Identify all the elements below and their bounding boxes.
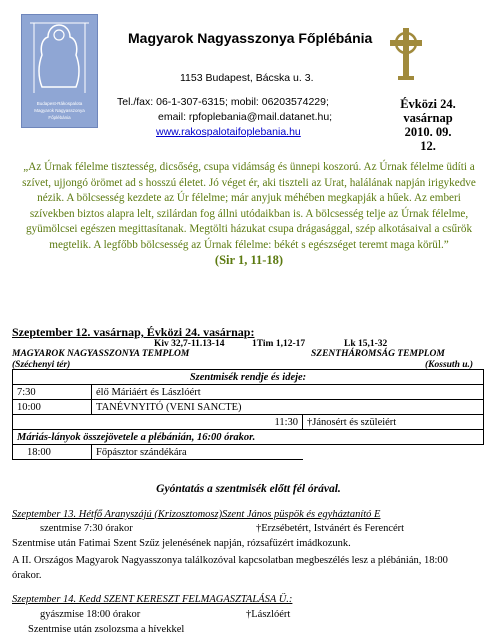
confession-note: Gyóntatás a szentmisék előtt fél órával. bbox=[156, 483, 341, 495]
date-block bbox=[396, 97, 460, 153]
parish-title: Magyarok Nagyasszonya Főplébánia bbox=[128, 30, 373, 46]
tuesday-intention: †Lászlóért bbox=[246, 609, 291, 620]
logo-text-3: Főplébánia bbox=[48, 115, 71, 120]
logo-text-1: Budapest-Rákospalota bbox=[36, 101, 83, 106]
church-right-place: (Kossuth u.) bbox=[425, 360, 474, 370]
meeting-note: Máriás-lányok összejövetele a plébánián, 16:00 órakor. bbox=[13, 430, 484, 445]
day-heading-tuesday: Szeptember 14. Kedd SZENT KERESZT FELMAGASZTALÁSA Ü.: bbox=[12, 594, 293, 605]
table-row: 10:00 TANÉVNYITÓ (VENI SANCTE) bbox=[13, 400, 484, 415]
reading-1: Kiv 32,7-11.13-14 bbox=[154, 339, 225, 349]
parish-website-link[interactable]: www.rakospalotaifoplebania.hu bbox=[156, 126, 301, 138]
mass-schedule-table bbox=[12, 369, 484, 460]
celtic-cross-icon bbox=[386, 26, 426, 82]
quote-reference: (Sir 1, 11-18) bbox=[214, 253, 284, 267]
table-row: 7:30 élő Máriáért és Lászlóért bbox=[13, 385, 484, 400]
monday-intention: †Erzsébetért, Istvánért és Ferencért bbox=[256, 523, 405, 534]
liturgical-day: Évközi 24. bbox=[400, 97, 456, 111]
parish-email: email: rpfoplebania@mail.datanet.hu; bbox=[158, 111, 333, 123]
table-row: 18:00 Főpásztor szándékára bbox=[13, 445, 484, 460]
scripture-quote bbox=[20, 160, 478, 270]
parish-logo bbox=[21, 14, 98, 128]
logo-text-2: Magyarok Nagyasszonya bbox=[34, 108, 85, 113]
tuesday-mass: gyászmise 18:00 órakor bbox=[40, 609, 141, 620]
reading-2: 1Tim 1,12-17 bbox=[252, 339, 306, 349]
monday-mass: szentmise 7:30 órakor bbox=[40, 523, 133, 534]
tuesday-note-1: Szentmise után zsolozsma a hívekkel bbox=[28, 624, 185, 635]
weekday: vasárnap bbox=[403, 111, 453, 125]
sunday-heading: Szeptember 12. vasárnap, Évközi 24. vasárnap: bbox=[12, 325, 255, 339]
parish-phone: Tel./fax: 06-1-307-6315; mobil: 06203574229; bbox=[117, 96, 329, 108]
church-left: MAGYAROK NAGYASSZONYA TEMPLOM bbox=[12, 349, 190, 359]
reading-3: Lk 15,1-32 bbox=[344, 339, 388, 349]
parish-address: 1153 Budapest, Bácska u. 3. bbox=[180, 72, 314, 84]
monday-note-2: A II. Országos Magyarok Nagyasszonya találkozóval kapcsolatban megbeszélés lesz a plébánián, 18:00 órakor. bbox=[12, 555, 448, 581]
church-left-place: (Széchenyi tér) bbox=[12, 360, 71, 370]
schedule-title: Szentmisék rendje és ideje: bbox=[13, 370, 484, 385]
quote-text: „Az Úrnak félelme tisztesség, dicsőség, csupa vidámság és ünnepi koszorú. Az Úrnak félelme üdíti a szívet, ujjongó örömet ad s hosszú életet. Jó véget ér, aki tiszteli az Urat, halálának napján irigykedve nézik. A bölcsesség kezdete az Úr félelme; már anyjuk méhében megkapják a hűek. Az emberi szívekben biztos alapra lelt, szilárdan fog állni utódaikban is. A bölcsesség telje az Úrnak félelme, gyümölcsei egészen megittasítanak. Megtölti házukat csupa drágasággal, szép alkotásaival a csűrök megtelik. A legfőbb bölcsesség az Úrnak félelme: békét s egészséget teremt maga körül.” bbox=[22, 161, 476, 251]
date: 2010. 09. 12. bbox=[404, 125, 452, 153]
day-heading-monday: Szeptember 13. Hétfő Aranyszájú (Krizosztomosz)Szent János püspök és egyháztanító E bbox=[12, 509, 381, 520]
church-right: SZENTHÁROMSÁG TEMPLOM bbox=[311, 349, 445, 359]
table-row: 11:30 †Jánosért és szüleiért bbox=[13, 415, 484, 430]
monday-note-1: Szentmise után Fatimai Szent Szűz jelenésének napján, rózsafüzért imádkozunk. bbox=[12, 538, 351, 549]
